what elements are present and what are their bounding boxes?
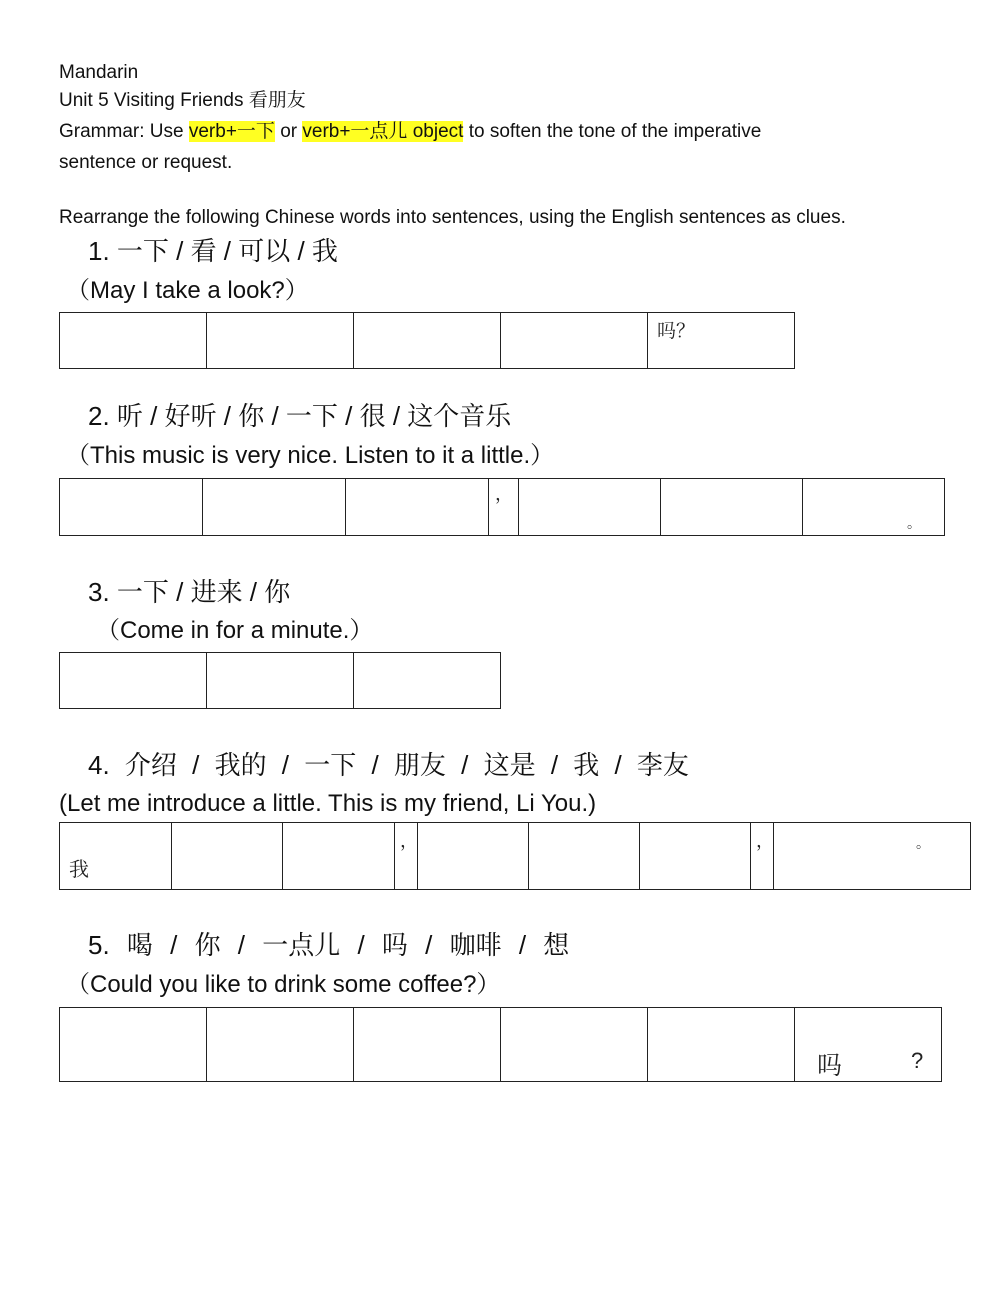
cell-text-comma: ， xyxy=(400,831,418,851)
grammar-line-2: sentence or request. xyxy=(59,152,233,173)
answer-box-fixed xyxy=(60,823,172,890)
answer-box[interactable] xyxy=(207,313,354,369)
answer-box[interactable] xyxy=(354,653,501,709)
answer-box[interactable] xyxy=(661,479,803,536)
grammar-highlight-verb-yixia: verb+一下 xyxy=(188,121,275,142)
answer-box[interactable] xyxy=(354,1008,501,1082)
question-5-answer-grid xyxy=(59,1007,942,1082)
answer-box[interactable] xyxy=(207,1008,354,1082)
answer-box[interactable] xyxy=(283,823,395,890)
question-1-clue: （May I take a look?） xyxy=(66,277,309,304)
cell-text-period: 。 xyxy=(907,515,921,531)
punctuation-box xyxy=(751,823,774,890)
question-1-answer-grid xyxy=(59,312,795,369)
answer-box[interactable] xyxy=(648,1008,795,1082)
answer-box[interactable] xyxy=(60,1008,207,1082)
punctuation-box xyxy=(395,823,418,890)
instruction: Rearrange the following Chinese words into sentences, using the English sentences as clues. xyxy=(59,207,846,228)
cell-text-wo: 我 xyxy=(69,859,89,881)
question-2-answer-grid xyxy=(59,478,945,536)
answer-box[interactable] xyxy=(501,313,648,369)
question-4-clue: (Let me introduce a little. This is my friend, Li You.) xyxy=(59,790,597,817)
cell-text-ma: 吗 xyxy=(817,1052,843,1080)
answer-box-fixed xyxy=(648,313,795,369)
subject-title: Mandarin xyxy=(59,62,139,83)
punctuation-box xyxy=(489,479,519,536)
answer-box[interactable] xyxy=(529,823,640,890)
cell-text-comma: ， xyxy=(756,831,774,851)
cell-text-period: 。 xyxy=(916,835,930,851)
question-1-words: 1. 一下 / 看 / 可以 / 我 xyxy=(88,236,338,266)
grammar-line xyxy=(59,120,761,144)
answer-box[interactable] xyxy=(172,823,283,890)
answer-box[interactable] xyxy=(60,653,207,709)
answer-box[interactable] xyxy=(640,823,751,890)
answer-box[interactable] xyxy=(501,1008,648,1082)
answer-box[interactable] xyxy=(418,823,529,890)
cell-text-ma-question: 吗？ xyxy=(657,321,696,342)
question-3-clue: （Come in for a minute.） xyxy=(96,617,374,644)
cell-text-comma: ， xyxy=(495,484,513,504)
answer-box[interactable] xyxy=(519,479,661,536)
cell-text-question-mark: ? xyxy=(911,1048,924,1073)
grammar-suffix: to soften the tone of the imperative xyxy=(463,121,762,142)
answer-box[interactable] xyxy=(354,313,501,369)
answer-box[interactable] xyxy=(203,479,346,536)
unit-title: Unit 5 Visiting Friends 看朋友 xyxy=(59,90,306,111)
answer-box-fixed xyxy=(803,479,945,536)
question-5-clue: （Could you like to drink some coffee?） xyxy=(66,971,501,998)
question-5-words: 5. 喝 / 你 / 一点儿 / 吗 / 咖啡 / 想 xyxy=(88,930,570,960)
answer-box[interactable] xyxy=(346,479,489,536)
answer-box-fixed xyxy=(774,823,971,890)
question-2-clue: （This music is very nice. Listen to it a little.） xyxy=(66,442,555,469)
question-3-words: 3. 一下 / 进来 / 你 xyxy=(88,577,291,607)
answer-box[interactable] xyxy=(60,479,203,536)
question-3-answer-grid xyxy=(59,652,501,709)
question-2-words: 2. 听 / 好听 / 你 / 一下 / 很 / 这个音乐 xyxy=(88,401,512,431)
grammar-highlight-verb-yidianr: verb+一点儿 object xyxy=(302,121,464,142)
grammar-or: or xyxy=(274,121,303,142)
answer-box[interactable] xyxy=(60,313,207,369)
question-4-words: 4. 介绍 / 我的 / 一下 / 朋友 / 这是 / 我 / 李友 xyxy=(88,750,689,780)
answer-box[interactable] xyxy=(207,653,354,709)
question-4-answer-grid xyxy=(59,822,971,890)
answer-box-fixed xyxy=(795,1008,942,1082)
grammar-prefix: Grammar: Use xyxy=(59,121,189,142)
